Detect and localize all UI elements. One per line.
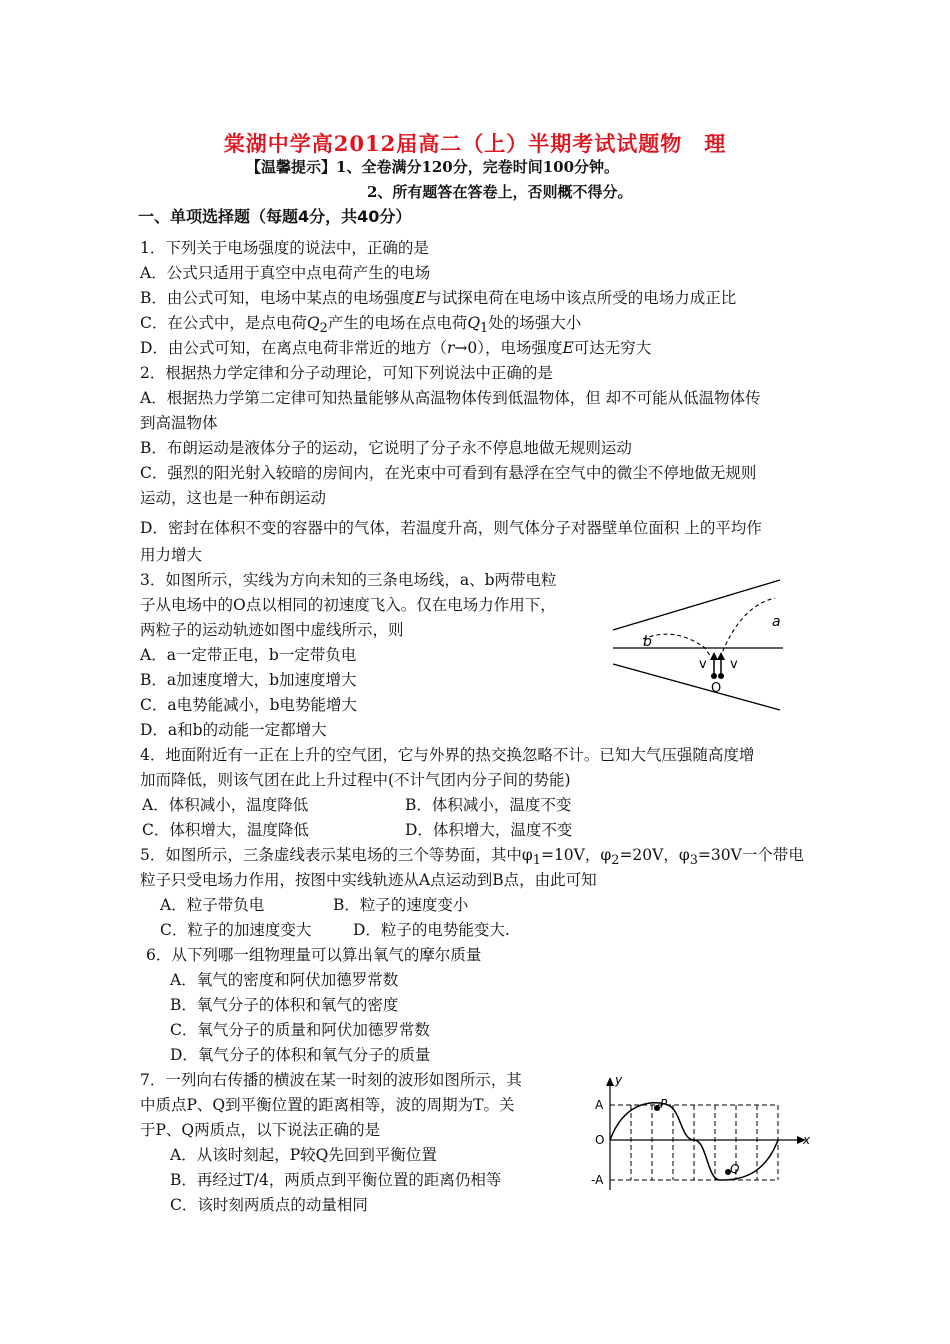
q2-option-d: D．密封在体积不变的容器中的气体，若温度升高，则气体分子对器壁单位面积 上的平均作 [140, 519, 762, 537]
q7-option-b: B．再经过T/4，两质点到平衡位置的距离仍相等 [170, 1171, 502, 1189]
q7-option-c: C．该时刻两质点的动量相同 [170, 1196, 368, 1214]
q2-option-d-cont: 用力增大 [140, 546, 203, 564]
q3-label-b: b [643, 634, 652, 650]
q6-option-a: A．氧气的密度和阿伏加德罗常数 [170, 971, 399, 989]
q6-option-d: D．氧气分子的体积和氧气分子的质量 [170, 1046, 431, 1064]
q7-option-a: A．从该时刻起，P较Q先回到平衡位置 [170, 1146, 437, 1164]
q7-label-A: A [595, 1098, 604, 1112]
q1-option-a: A．公式只适用于真空中点电荷产生的电场 [140, 264, 431, 282]
q7-stem-2: 中质点P、Q到平衡位置的距离相等，波的周期为T。关 [140, 1096, 515, 1114]
q2-option-a: A．根据热力学第二定律可知热量能够从高温物体传到低温物体，但 却不可能从低温物体传 [140, 389, 761, 407]
q3-option-c: C．a电势能减小，b电势能增大 [140, 696, 358, 714]
q7-label-negA: -A [591, 1173, 604, 1187]
q3-stem-1: 3．如图所示，实线为方向未知的三条电场线，a、b两带电粒 [140, 571, 557, 589]
q4-stem-2: 加而降低，则该气团在此上升过程中(不计气团内分子间的势能) [140, 771, 571, 789]
q7-label-O: O [595, 1133, 605, 1147]
q4-stem-1: 4．地面附近有一正在上升的空气团，它与外界的热交换忽略不计。已知大气压强随高度增 [140, 746, 755, 764]
q2-option-a-cont: 到高温物体 [140, 414, 218, 432]
q3-option-a: A．a一定带正电，b一定带负电 [140, 646, 357, 664]
q2-stem: 2．根据热力学定律和分子动理论，可知下列说法中正确的是 [140, 364, 553, 382]
tip-line-1: 【温馨提示】1、全卷满分120分，完卷时间100分钟。 [246, 158, 620, 176]
section-heading: 一、单项选择题（每题4分，共40分） [138, 207, 412, 226]
q3-stem-3: 两粒子的运动轨迹如图中虚线所示，则 [140, 621, 404, 639]
q4-option-d: D．体积增大，温度不变 [405, 821, 573, 839]
q7-stem-3: 于P、Q两质点，以下说法正确的是 [140, 1121, 381, 1139]
q2-option-b: B．布朗运动是液体分子的运动，它说明了分子永不停息地做无规则运动 [140, 439, 632, 457]
q6-option-b: B．氧气分子的体积和氧气的密度 [170, 996, 399, 1014]
q7-axis-x: x [803, 1133, 811, 1147]
q3-stem-2: 子从电场中的O点以相同的初速度飞入。仅在电场力作用下， [140, 596, 556, 614]
q2-option-c: C．强烈的阳光射入较暗的房间内，在光束中可看到有悬浮在空气中的微尘不停地做无规则 [140, 464, 757, 482]
q7-label-P: P [660, 1097, 668, 1111]
tip-line-2: 2、所有题答在答卷上，否则概不得分。 [367, 183, 633, 201]
q3-field-diagram [605, 568, 795, 718]
q2-option-c-cont: 运动，这也是一种布朗运动 [140, 489, 327, 507]
q5-option-b: B．粒子的速度变小 [333, 896, 469, 914]
q3-option-d: D．a和b的动能一定都增大 [140, 721, 327, 739]
q1-option-d: D．由公式可知，在离点电荷非常近的地方（r→0），电场强度E可达无穷大 [140, 339, 652, 357]
q6-stem: 6．从下列哪一组物理量可以算出氧气的摩尔质量 [146, 946, 482, 964]
q4-option-c: C．体积增大，温度降低 [142, 821, 309, 839]
q5-option-a: A．粒子带负电 [160, 896, 265, 914]
q1-stem: 1．下列关于电场强度的说法中，正确的是 [140, 239, 429, 257]
q3-label-v2: v [730, 657, 738, 672]
q3-label-o: O [711, 681, 722, 696]
page-title: 棠湖中学高2012届高二（上）半期考试试题物 理 [223, 131, 727, 156]
q5-stem-2: 粒子只受电场力作用，按图中实线轨迹从A点运动到B点，由此可知 [140, 871, 597, 889]
q7-axis-y: y [615, 1073, 623, 1087]
q5-stem-1: 5．如图所示，三条虚线表示某电场的三个等势面，其中$\varphi_1=10V$，$\varphi_2=20V$，$\varphi_3=30V$一个带电 [140, 846, 804, 869]
q7-wave-diagram [585, 1072, 815, 1197]
q4-option-b: B．体积减小，温度不变 [405, 796, 572, 814]
q5-option-c: C．粒子的加速度变大 [160, 921, 312, 939]
q7-label-Q: Q [730, 1162, 740, 1176]
q4-option-a: A．体积减小，温度降低 [142, 796, 309, 814]
q3-label-v1: v [699, 657, 707, 672]
q1-option-c: C．在公式中，是点电荷$Q_2$产生的电场在点电荷$Q_1$处的场强大小 [140, 314, 582, 337]
q1-option-b: B．由公式可知，电场中某点的电场强度E与试探电荷在电场中该点所受的电场力成正比 [140, 289, 737, 307]
q6-option-c: C．氧气分子的质量和阿伏加德罗常数 [170, 1021, 430, 1039]
q5-option-d: D．粒子的电势能变大. [353, 921, 510, 939]
q3-label-a: a [772, 614, 781, 630]
q3-option-b: B．a加速度增大，b加速度增大 [140, 671, 357, 689]
q7-stem-1: 7．一列向右传播的横波在某一时刻的波形如图所示，其 [140, 1071, 522, 1089]
